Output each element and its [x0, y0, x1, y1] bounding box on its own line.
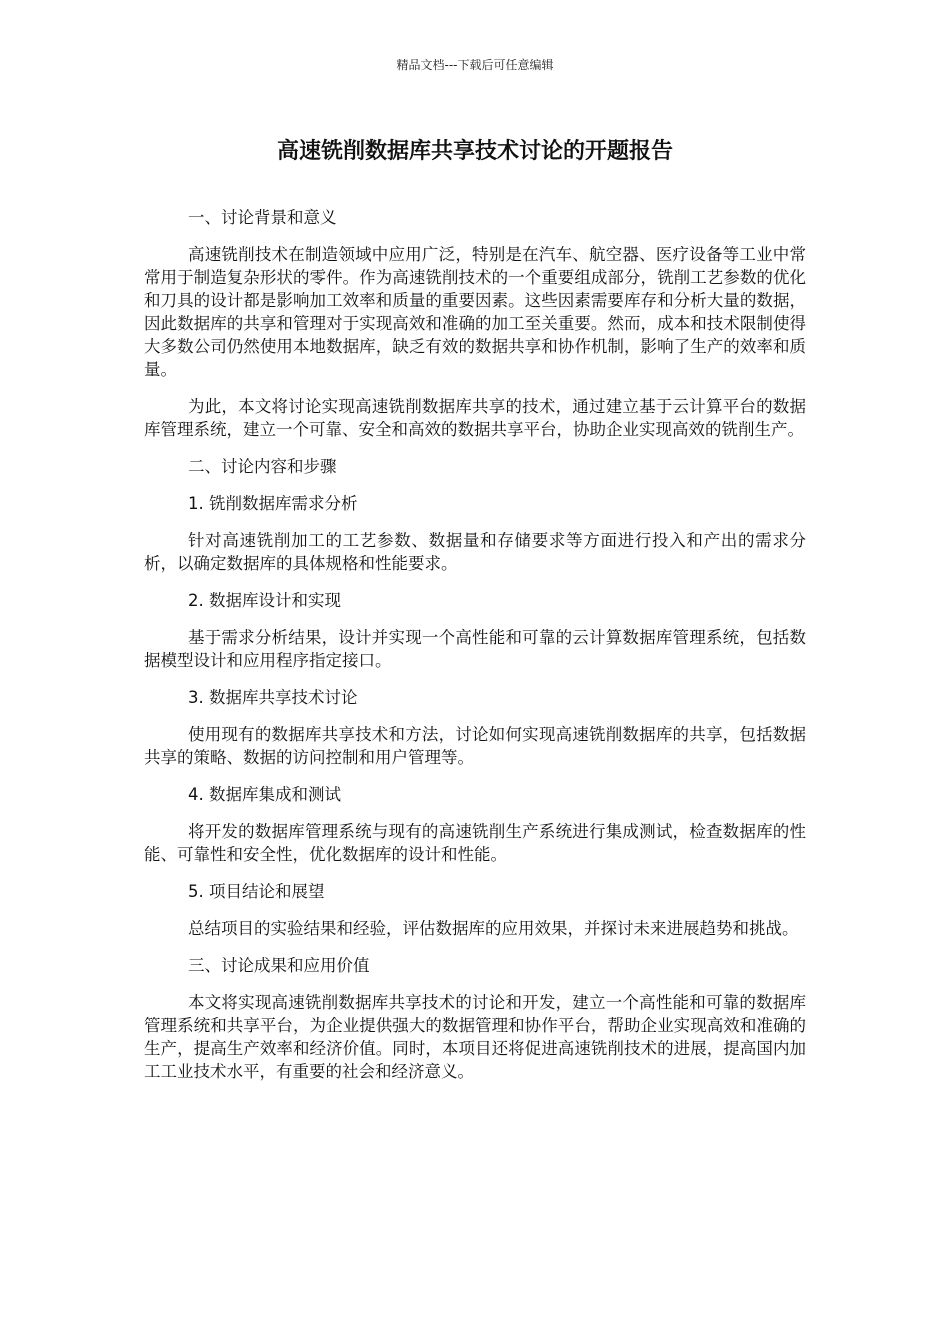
paragraph-background-2: 为此，本文将讨论实现高速铣削数据库共享的技术，通过建立基于云计算平台的数据库管理系统，建立一个可靠、安全和高效的数据共享平台，协助企业实现高效的铣削生产。	[144, 397, 806, 439]
item-text-integration: 将开发的数据库管理系统与现有的高速铣削生产系统进行集成测试，检查数据库的性能、可靠性和安全性，优化数据库的设计和性能。	[144, 822, 806, 864]
document-body	[144, 206, 806, 1097]
item-text-sharing: 使用现有的数据库共享技术和方法，讨论如何实现高速铣削数据库的共享，包括数据共享的策略、数据的访问控制和用户管理等。	[144, 725, 806, 767]
item-heading-integration: 4. 数据库集成和测试	[188, 785, 341, 804]
item-heading-requirements: 1. 铣削数据库需求分析	[188, 494, 358, 513]
item-text-requirements: 针对高速铣削加工的工艺参数、数据量和存储要求等方面进行投入和产出的需求分析，以确定数据库的具体规格和性能要求。	[144, 531, 806, 573]
item-heading-conclusion: 5. 项目结论和展望	[188, 882, 325, 901]
section-heading-results: 三、讨论成果和应用价值	[188, 956, 370, 975]
section-heading-background: 一、讨论背景和意义	[188, 208, 337, 227]
item-heading-design: 2. 数据库设计和实现	[188, 591, 341, 610]
page-header: 精品文档---下载后可任意编辑	[396, 58, 554, 72]
item-text-design: 基于需求分析结果，设计并实现一个高性能和可靠的云计算数据库管理系统，包括数据模型设计和应用程序指定接口。	[144, 628, 806, 670]
item-heading-sharing: 3. 数据库共享技术讨论	[188, 688, 358, 707]
section-heading-content: 二、讨论内容和步骤	[188, 457, 337, 476]
item-text-conclusion: 总结项目的实验结果和经验，评估数据库的应用效果，并探讨未来进展趋势和挑战。	[188, 919, 799, 938]
paragraph-background-1: 高速铣削技术在制造领域中应用广泛，特别是在汽车、航空器、医疗设备等工业中常常用于制造复杂形状的零件。作为高速铣削技术的一个重要组成部分，铣削工艺参数的优化和刀具的设计都是影响加工效率和质量的重要因素。这些因素需要库存和分析大量的数据，因此数据库的共享和管理对于实现高效和准确的加工至关重要。然而，成本和技术限制使得大多数公司仍然使用本地数据库，缺乏有效的数据共享和协作机制，影响了生产的效率和质量。	[144, 245, 806, 379]
paragraph-results: 本文将实现高速铣削数据库共享技术的讨论和开发，建立一个高性能和可靠的数据库管理系统和共享平台，为企业提供强大的数据管理和协作平台，帮助企业实现高效和准确的生产，提高生产效率和经济价值。同时，本项目还将促进高速铣削技术的进展，提高国内加工工业技术水平，有重要的社会和经济意义。	[144, 993, 806, 1081]
document-title: 高速铣削数据库共享技术讨论的开题报告	[276, 139, 673, 164]
